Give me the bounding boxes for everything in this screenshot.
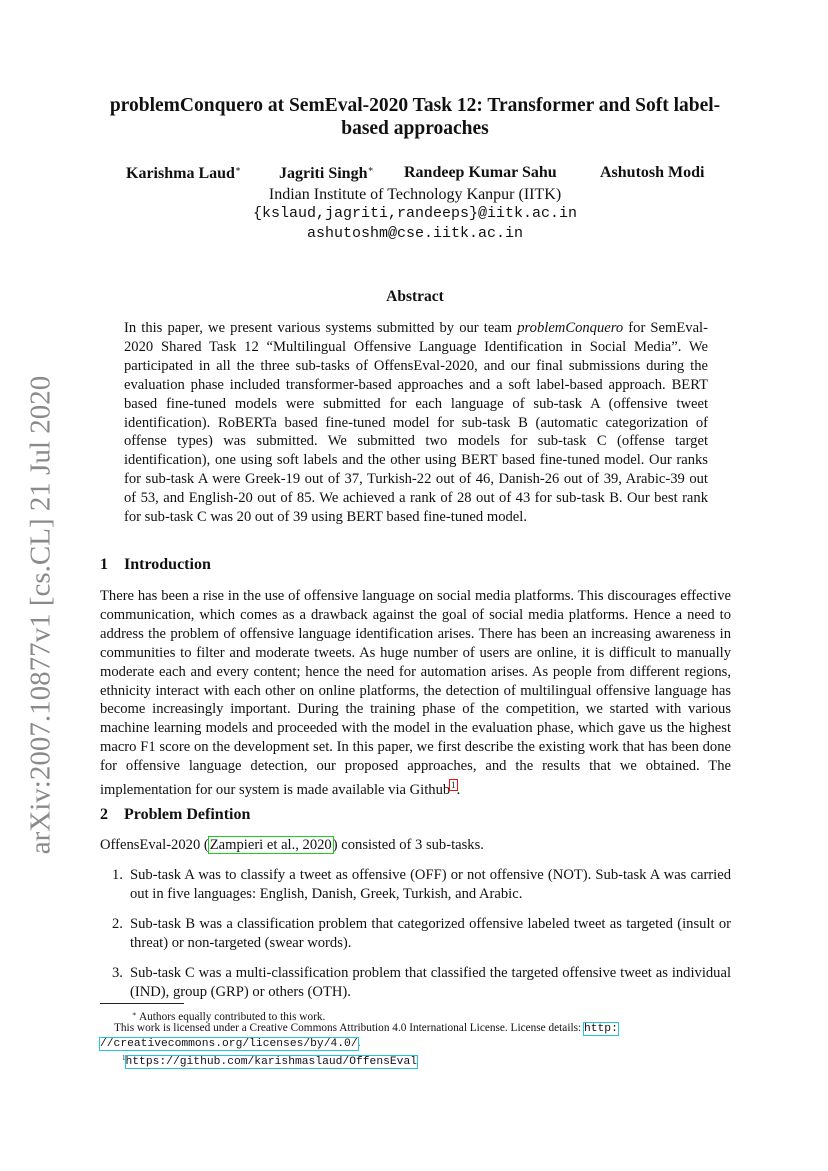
- author: [126, 164, 241, 183]
- author-emails: {kslaud,jagriti,randeeps}@iitk.ac.in: [252, 205, 578, 222]
- license-url-link[interactable]: //creativecommons.org/licenses/by/4.0/: [100, 1038, 358, 1050]
- item-number: 2.: [112, 915, 123, 932]
- author-email: ashutoshm@cse.iitk.ac.in: [306, 225, 524, 242]
- period: .: [357, 1037, 361, 1049]
- problem-intro: [100, 836, 731, 855]
- footnote-text: Authors equally contributed to this work.: [138, 1011, 326, 1023]
- item-text: Sub-task C was a multi-classification problem that classified the targeted offensive tweet as individual (IND), group (GRP) or others (OTH).: [130, 964, 731, 1000]
- section-title: Introduction: [124, 556, 211, 573]
- arxiv-stamp: [21, 375, 61, 855]
- footnote-mark: ∗: [132, 1010, 137, 1018]
- abstract-part: for SemEval-2020 Shared Task 12 “Multilingual Offensive Language Identification in Social Media”. We participated in all the three sub-tasks of OffensEval-2020, and our final submissions during the evaluation phase included transformer-based approaches and a soft label-based approach. BERT based fine-tuned models were submitted for each language of sub-task A (offensive tweet identification). RoBERTa based fine-tuned model for sub-task B (automatic categorization of offense types) was submitted. We submitted two models for sub-task C (offense target identification), one using soft labels and the other using BERT based fine-tuned model. Our ranks for sub-task A were Greek-19 out of 37, Turkish-22 out of 46, Danish-26 out of 39, Arabic-39 out of 53, and English-20 out of 85. We achieved a rank of 28 out of 43 for sub-task B. Our best rank for sub-task C was 20 out of 39 using BERT based fine-tuned model.: [124, 320, 708, 526]
- author: [279, 164, 374, 183]
- author-list: [100, 164, 730, 186]
- footnote-rule: [100, 1003, 184, 1004]
- author: [600, 164, 704, 182]
- list-item: [100, 866, 731, 904]
- section-title: Problem Defintion: [124, 806, 251, 823]
- author-name: Karishma Laud: [126, 165, 235, 182]
- arxiv-stamp-text: arXiv:2007.10877v1 [cs.CL] 21 Jul 2020: [24, 375, 57, 855]
- github-url-link[interactable]: https://github.com/karishmaslaud/OffensEval: [125, 1056, 418, 1068]
- problem-text: OffensEval-2020 (: [100, 837, 209, 853]
- section-number: 1: [100, 556, 108, 573]
- author-name: Jagriti Singh: [279, 165, 368, 182]
- footnote-text: This work is licensed under a Creative Commons Attribution 4.0 International License. License details:: [114, 1022, 584, 1034]
- list-item: [100, 915, 731, 953]
- problem-text: ) consisted of 3 sub-tasks.: [332, 837, 484, 853]
- period: .: [456, 782, 461, 799]
- abstract-heading: Abstract: [386, 288, 444, 305]
- item-number: 1.: [112, 867, 123, 883]
- introduction-text: There has been a rise in the use of offensive language on social media platforms. This discourages effective communication, which comes as a drawback against the goal of social media platforms. Hence a need to address the problem of offensive language identification arises. There has been an increasing awareness in communities to filter and moderate tweets. As huge number of users are online, it is difficult to manually moderate each and every content; hence the need for automation arises. As people from different regions, ethnicity interact with each other on online platforms, the detection of multilingual offensive language has become increasingly important. During the training phase of the competition, we started with various machine learning models and proceeded with the model in the evaluation phase, which gave us the highest macro F1 score on the development set. In this paper, we first describe the existing work that has been done for offensive language detection, our proposed approaches, and the results that we obtained. The implementation for our system is made available via Github: [100, 588, 731, 799]
- footnote-mark: 1: [122, 1054, 126, 1062]
- item-text: Sub-task A was to classify a tweet as offensive (OFF) or not offensive (NOT). Sub-task A was carried out in five languages: English, Danish, Greek, Turkish, and Arabic.: [130, 867, 731, 902]
- item-number: 3.: [112, 964, 123, 981]
- list-item: [100, 964, 731, 1002]
- item-text: Sub-task B was a classification problem that categorized offensive labeled tweet as targeted (insult or threat) or non-targeted (swear words).: [130, 915, 731, 951]
- section-heading-problem-definition: [100, 806, 250, 824]
- subtask-list: [100, 866, 731, 1012]
- footnote-link[interactable]: 1: [451, 780, 456, 791]
- author-name: Ashutosh Modi: [600, 164, 705, 181]
- footnote-license: [114, 1021, 732, 1036]
- paper-title: problemConquero at SemEval-2020 Task 12: Transformer and Soft label-based approaches: [109, 95, 721, 139]
- footnote-license-cont: [100, 1036, 360, 1051]
- footnote-github: [122, 1051, 417, 1069]
- abstract-text: [124, 319, 708, 527]
- equal-contribution-mark: ∗: [234, 164, 242, 174]
- equal-contribution-mark: ∗: [367, 164, 374, 174]
- author-name: Randeep Kumar Sahu: [404, 164, 557, 181]
- section-number: 2: [100, 806, 108, 823]
- introduction-paragraph: [100, 587, 731, 800]
- section-heading-introduction: [100, 556, 211, 574]
- author: [404, 164, 557, 182]
- license-url-link[interactable]: http:: [583, 1023, 618, 1035]
- team-name: problemConquero: [517, 320, 624, 336]
- abstract-part: In this paper, we present various systems submitted by our team: [124, 320, 518, 336]
- affiliation: Indian Institute of Technology Kanpur (IITK): [268, 186, 562, 203]
- citation-link[interactable]: Zampieri et al., 2020: [209, 837, 332, 853]
